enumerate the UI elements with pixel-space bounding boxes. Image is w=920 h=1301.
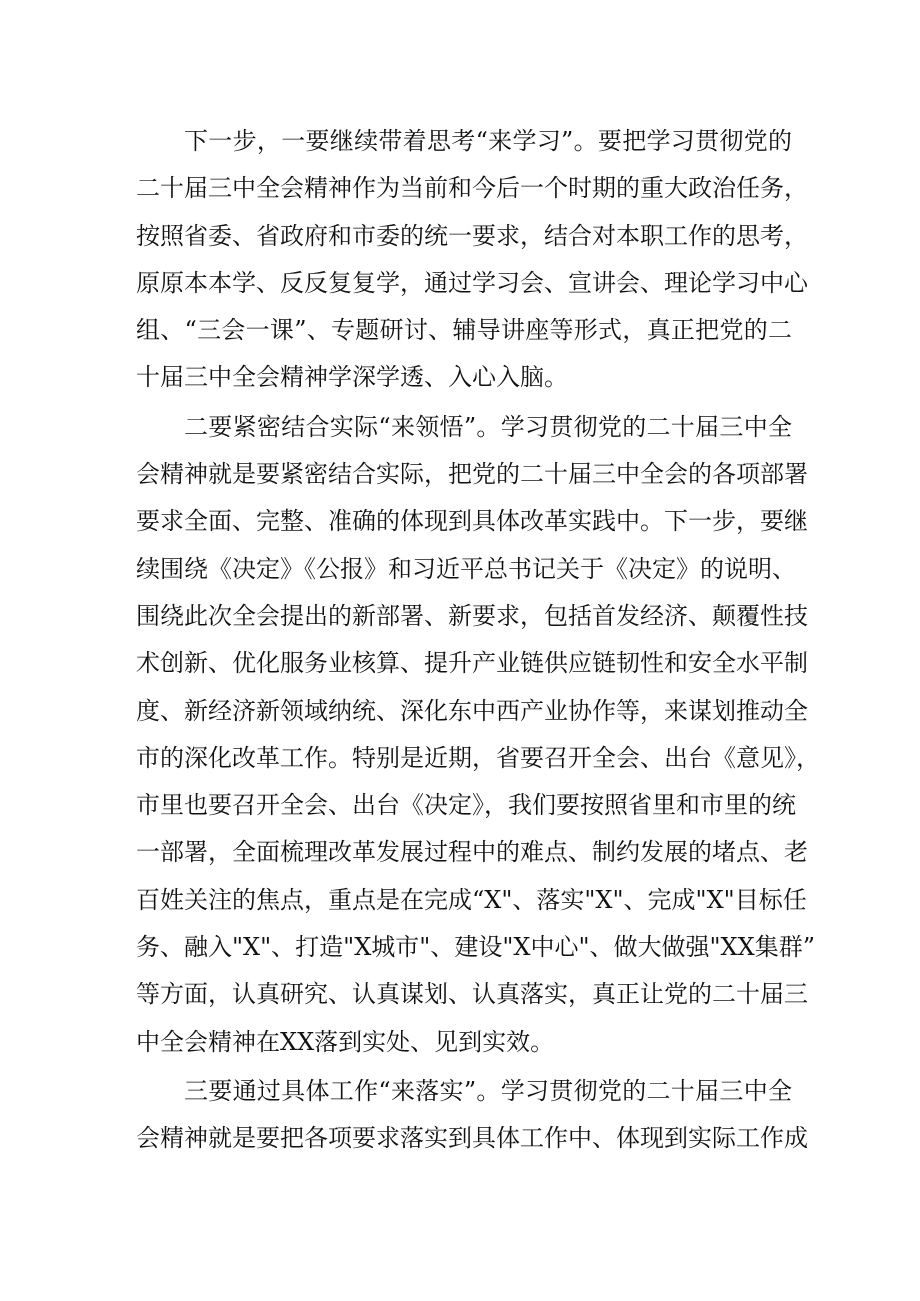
text-line: 按照省委、省政府和市委的统一要求，结合对本职工作的思考， <box>136 221 808 250</box>
document-body <box>136 118 820 1165</box>
text-line: 组、“三会一课”、专题研讨、辅导讲座等形式，真正把党的二 <box>136 316 792 345</box>
text-line: 二十届三中全会精神作为当前和今后一个时期的重大政治任务， <box>136 174 808 203</box>
text-line: 要求全面、完整、准确的体现到具体改革实践中。下一步，要继 <box>136 507 808 536</box>
text-line: 术创新、优化服务业核算、提升产业链供应链韧性和安全水平制 <box>136 649 808 678</box>
paragraph <box>136 404 820 1066</box>
text-line: 会精神就是要把各项要求落实到具体工作中、体现到实际工作成 <box>136 1124 808 1153</box>
text-line: 二要紧密结合实际“来领悟”。学习贯彻党的二十届三中全 <box>184 412 792 441</box>
text-line: 十届三中全会精神学深学透、入心入脑。 <box>136 363 568 392</box>
text-line: 三要通过具体工作“来落实”。学习贯彻党的二十届三中全 <box>184 1076 792 1105</box>
paragraph <box>136 118 808 402</box>
text-line: 一部署，全面梳理改革发展过程中的难点、制约发展的堵点、老 <box>136 838 808 867</box>
text-line: 会精神就是要紧密结合实际，把党的二十届三中全会的各项部署 <box>136 460 808 489</box>
text-line: 市的深化改革工作。特别是近期，省要召开全会、出台《意见》， <box>136 743 820 772</box>
text-line: 下一步，一要继续带着思考“来学习”。要把学习贯彻党的 <box>184 127 792 155</box>
text-line: 等方面，认真研究、认真谋划、认真落实，真正让党的二十届三 <box>136 980 808 1009</box>
text-line: 围绕此次全会提出的新部署、新要求，包括首发经济、颠覆性技 <box>136 601 808 630</box>
text-line: 度、新经济新领域纳统、深化东中西产业协作等，来谋划推动全 <box>136 696 808 725</box>
text-line: 务、融入"X"、打造"X城市"、建设"X中心"、做大做强"XX集群” <box>136 933 815 962</box>
text-line: 中全会精神在XX落到实处、见到实效。 <box>136 1027 555 1056</box>
text-line: 原原本本学、反反复复学，通过学习会、宣讲会、理论学习中心 <box>136 268 808 297</box>
paragraph <box>136 1068 808 1163</box>
text-line: 续围绕《决定》《公报》和习近平总书记关于《决定》的说明、 <box>136 554 796 583</box>
text-line: 市里也要召开全会、出台《决定》，我们要按照省里和市里的统 <box>136 791 796 820</box>
text-line: 百姓关注的焦点，重点是在完成“X"、落实"X"、完成"X"目标任 <box>136 885 807 914</box>
